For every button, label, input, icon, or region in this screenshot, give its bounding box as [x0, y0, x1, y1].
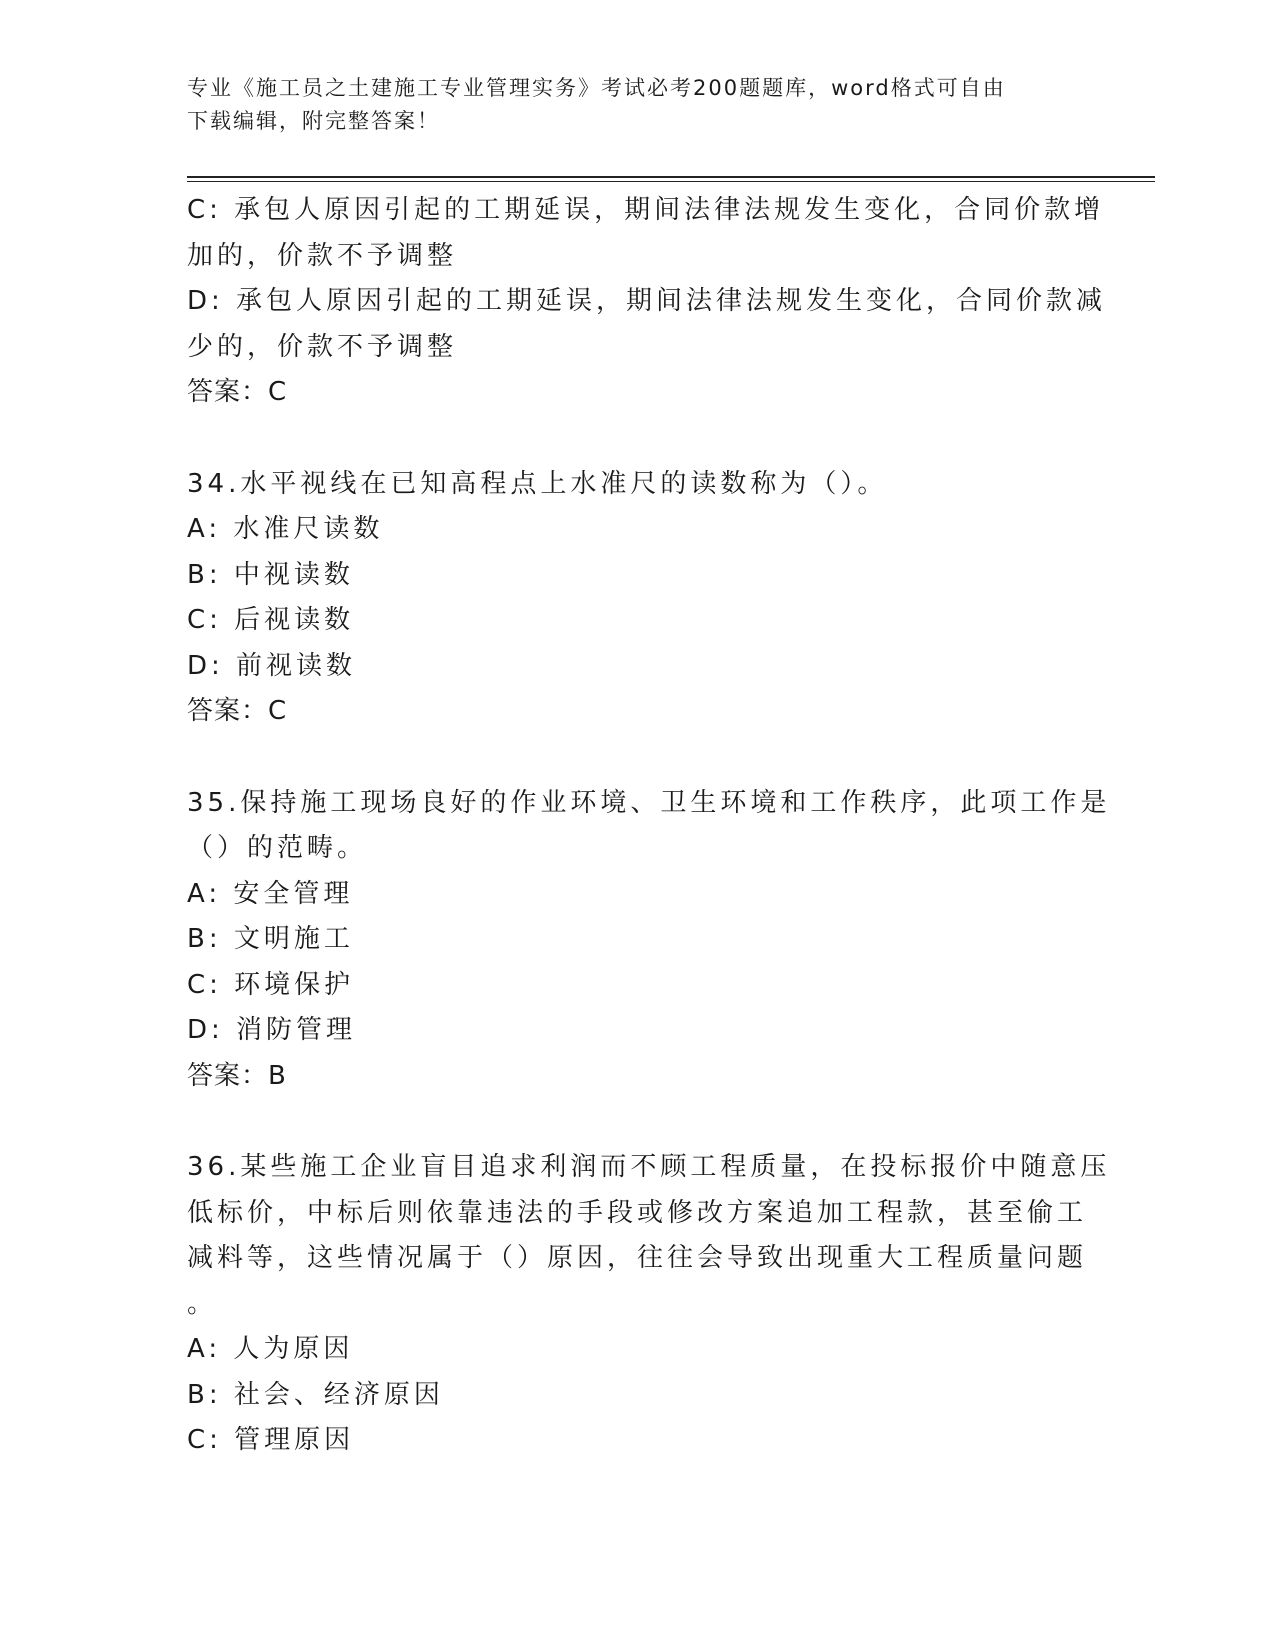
spacer [187, 1099, 1077, 1145]
header-title-line-2: 下载编辑，附完整答案！ [187, 109, 440, 133]
answer: 答案：C [187, 377, 288, 407]
option-a: A: 水准尺读数 [187, 514, 384, 544]
spacer [187, 416, 1077, 462]
option-b: B: 中视读数 [187, 559, 354, 590]
option-d: D: 消防管理 [187, 1015, 357, 1045]
question-text-line-2: （）的范畴。 [187, 833, 368, 863]
header-divider-thick [187, 176, 1155, 178]
question-text-line-2: 低标价，中标后则依靠违法的手段或修改方案追加工程款，甚至偷工 [187, 1197, 1088, 1228]
question-text: 34.水平视线在已知高程点上水准尺的读数称为（）。 [187, 468, 888, 499]
question-text-line-4: 。 [187, 1288, 218, 1319]
option-a: A: 人为原因 [187, 1334, 354, 1364]
question-34 [187, 462, 1077, 735]
question-36 [187, 1145, 1111, 1464]
question-content [187, 188, 1111, 1464]
option-c: C: 后视读数 [187, 605, 355, 635]
option-a: A: 安全管理 [187, 878, 354, 909]
question-text-line-1: 35.保持施工现场良好的作业环境、卫生环境和工作秩序，此项工作是 [187, 787, 1111, 818]
option-c: C: 管理原因 [187, 1425, 355, 1455]
option-c-line-1: C: 承包人原因引起的工期延误，期间法律法规发生变化，合同价款增 [187, 195, 1105, 225]
option-b: B: 文明施工 [187, 924, 354, 954]
option-b: B: 社会、经济原因 [187, 1379, 444, 1410]
page-header [187, 72, 1067, 138]
answer: 答案：C [187, 696, 288, 726]
header-title-line-1: 专业《施工员之土建施工专业管理实务》考试必考200题题库，word格式可自由 [187, 76, 1006, 100]
answer: 答案：B [187, 1060, 287, 1091]
question-text-line-1: 36.某些施工企业盲目追求利润而不顾工程质量，在投标报价中随意压 [187, 1152, 1111, 1182]
spacer [187, 735, 1077, 781]
option-d-line-1: D: 承包人原因引起的工期延误，期间法律法规发生变化，合同价款减 [187, 286, 1107, 316]
option-c-line-2: 加的，价款不予调整 [187, 240, 458, 271]
header-divider-thin [187, 181, 1155, 182]
question-35 [187, 781, 1111, 1100]
option-c: C: 环境保护 [187, 969, 355, 1000]
previous-question-tail [187, 188, 1107, 416]
option-d: D: 前视读数 [187, 650, 357, 681]
question-text-line-3: 减料等，这些情况属于（）原因，往往会导致出现重大工程质量问题 [187, 1243, 1088, 1273]
option-d-line-2: 少的，价款不予调整 [187, 331, 458, 362]
